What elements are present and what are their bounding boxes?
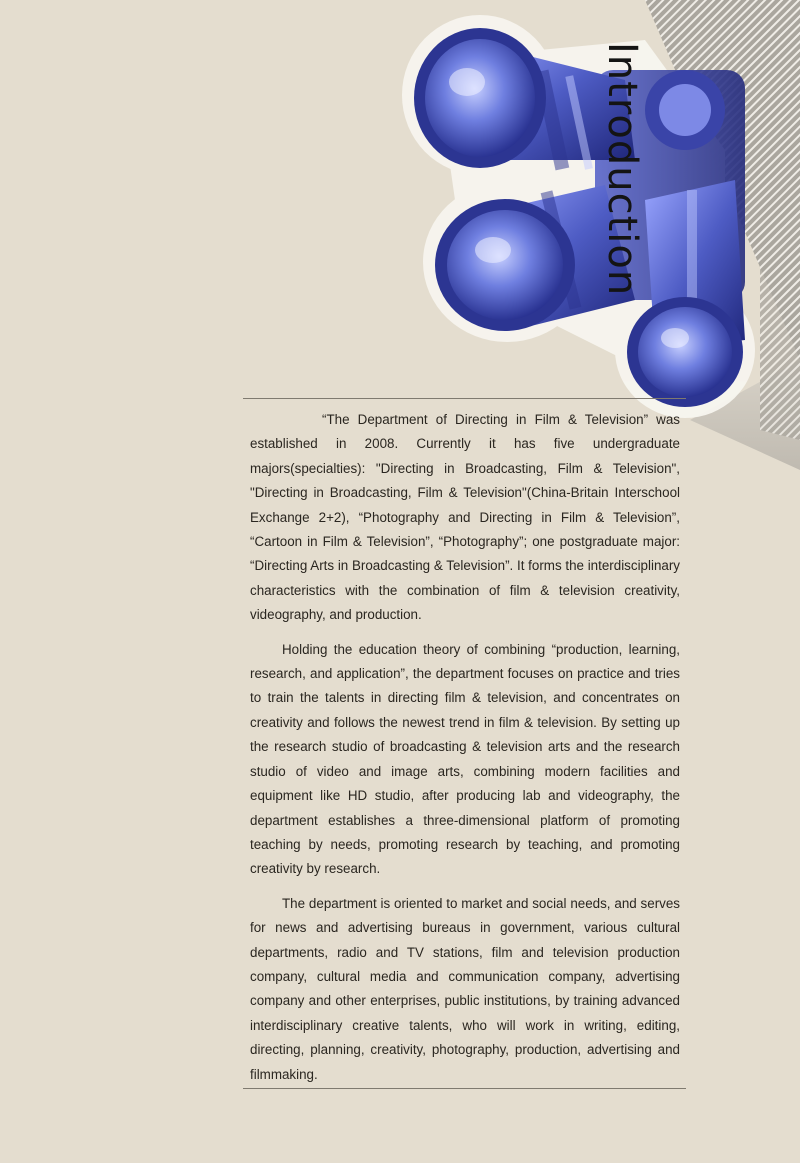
paragraph-2: Holding the education theory of combining “production, learning, research, and application”, the department focuses on practice and tries to train the talents in directing film & television, and concentrates on creativity and follows the newest trend in film & television. By setting up the research studio of broadcasting & television arts and the research studio of video and image arts, combining modern facilities and equipment like HD studio, after producing lab and videography, the department establishes a three-dimensional platform of promoting teaching by needs, promoting research by teaching, and promoting creativity by research.	[250, 641, 680, 877]
paragraph-3: The department is oriented to market and social needs, and serves for news and advertising bureaus in government, various cultural departments, radio and TV stations, film and television production company, cultural media and communication company, advertising company and other enterprises, public institutions, by training advanced interdisciplinary creative talents, who will work in writing, editing, directing, planning, creativity, photography, production, advertising and filmmaking.	[250, 895, 680, 1082]
bottom-divider	[243, 1088, 686, 1089]
paragraph-1: “The Department of Directing in Film & Television” was established in 2008. Currently it has five undergraduate majors(specialties): "Directing in Broadcasting, Film & Television", "Directing in Broadcasting, Film & Television"(China-Britain Interschool Exchange 2+2), “Photography and Directing in Film & Television”, “Cartoon in Film & Television”, “Photography”; one postgraduate major: “Directing Arts in Broadcasting & Television”. It forms the interdisciplinary characteristics with the combination of film & television creativity, videography, and production.	[250, 412, 680, 623]
section-title-text: Introduction	[598, 42, 645, 297]
top-divider	[243, 398, 686, 399]
section-title-vertical	[598, 42, 794, 302]
introduction-body	[250, 408, 680, 1097]
